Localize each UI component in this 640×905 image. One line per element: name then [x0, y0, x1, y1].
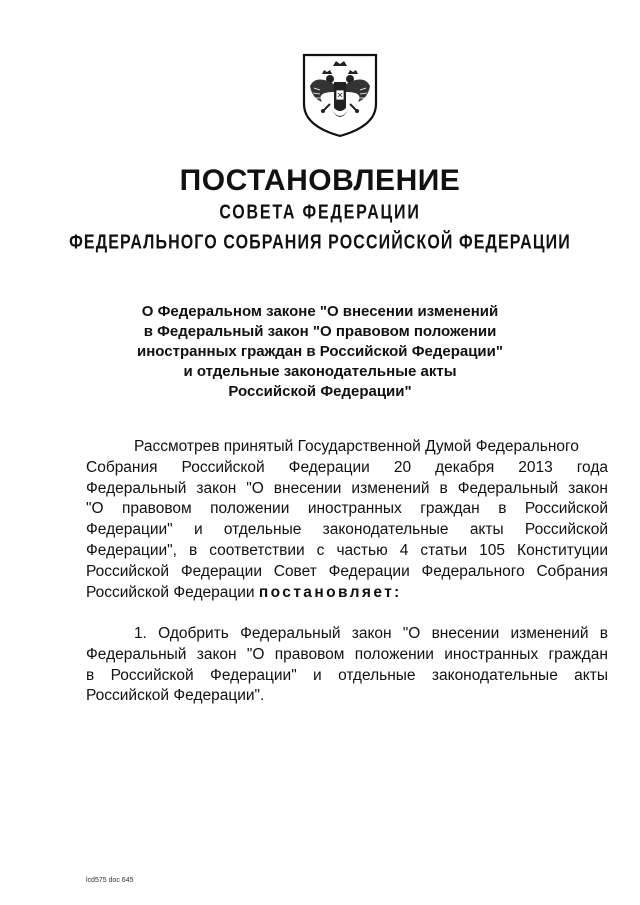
preamble-paragraph [86, 437, 608, 603]
paragraph-line: Российской Федерации Совет Федерации Федерального Собрания [86, 562, 608, 580]
paragraph-line: Федерации", в соответствии с частью 4 статьи 105 Конституции [86, 541, 608, 559]
paragraph-line: Федерации" и отдельные законодательные акты Российской [86, 521, 608, 539]
paragraph-last-line [86, 583, 608, 604]
paragraph-line: 1. Одобрить Федеральный закон "О внесении изменений в [134, 625, 608, 642]
title-line: иностранных граждан в Российской Федерации" [137, 343, 503, 360]
title-line: Российской Федерации" [228, 383, 412, 400]
document-code: lcd575 doc 645 [86, 877, 134, 884]
document-type-heading: ПОСТАНОВЛЕНИЕ [179, 164, 461, 197]
title-line: и отдельные законодательные акты [183, 363, 457, 380]
paragraph-line: "О правовом положении иностранных граждан в Российской [86, 500, 608, 518]
issuer-line-1: СОВЕТА ФЕДЕРАЦИИ [219, 202, 421, 224]
clause-1-paragraph [86, 624, 608, 707]
paragraph-line: Федеральный закон "О внесении изменений в Федеральный закон [86, 479, 608, 497]
paragraph-line: Собрания Российской Федерации 20 декабря 2013 года [86, 458, 608, 476]
paragraph-line: Российской Федерации". [86, 687, 265, 705]
title-line: в Федеральный закон "О правовом положении [143, 323, 497, 340]
coat-of-arms-icon [300, 52, 380, 138]
paragraph-line-prefix: Российской Федерации [86, 583, 255, 601]
paragraph-line: Федеральный закон "О правовом положении иностранных граждан [86, 645, 608, 663]
paragraph-line: Рассмотрев принятый Государственной Думой Федерального [134, 438, 579, 455]
resolves-keyword: постановляет: [258, 583, 402, 601]
paragraph-line: в Российской Федерации" и отдельные законодательные акты [86, 666, 608, 684]
issuer-line-2: ФЕДЕРАЛЬНОГО СОБРАНИЯ РОССИЙСКОЙ ФЕДЕРАЦИИ [69, 232, 571, 254]
resolution-title [0, 302, 640, 402]
title-line: О Федеральном законе "О внесении изменений [141, 303, 499, 320]
